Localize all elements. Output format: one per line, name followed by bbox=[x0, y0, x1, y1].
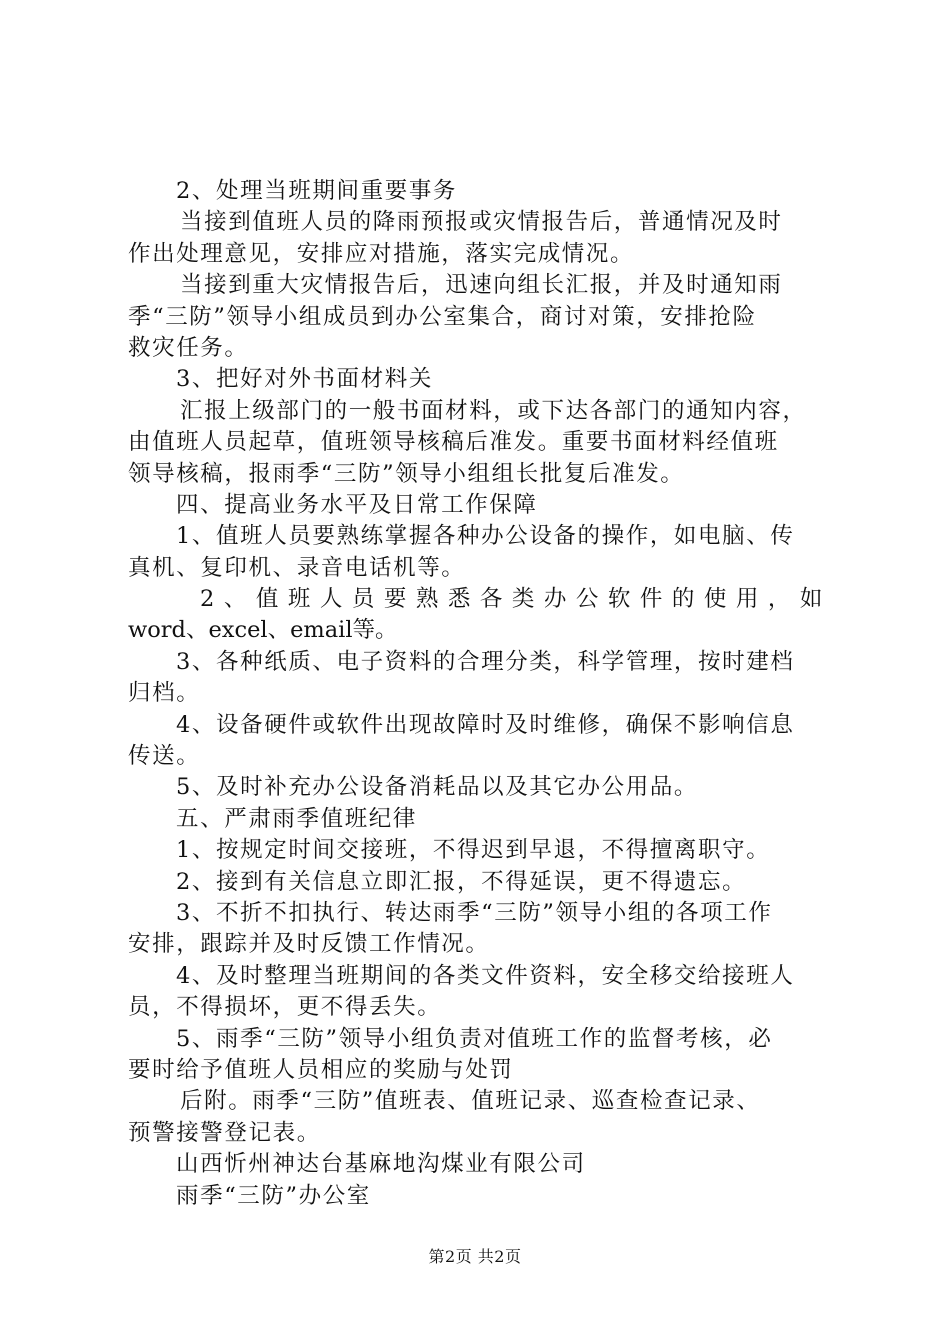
section-heading: 3、把好对外书面材料关 bbox=[176, 366, 433, 393]
paragraph-line: 后附。雨季“三防”值班表、值班记录、巡查检查记录、 bbox=[180, 1088, 761, 1115]
section-heading: 2、处理当班期间重要事务 bbox=[176, 178, 458, 204]
paragraph-line: 5、雨季“三防”领导小组负责对值班工作的监督考核，必 bbox=[176, 1025, 773, 1052]
paragraph-line: 汇报上级部门的一般书面材料，或下达各部门的通知内容， bbox=[180, 397, 807, 424]
paragraph-line: 预警接警登记表。 bbox=[128, 1119, 321, 1146]
paragraph-line: word、excel、email等。 bbox=[128, 617, 398, 644]
paragraph-line: 真机、复印机、录音电话机等。 bbox=[128, 554, 466, 581]
paragraph-line: 救灾任务。 bbox=[128, 334, 249, 361]
paragraph-line: 当接到值班人员的降雨预报或灾情报告后，普通情况及时 bbox=[180, 209, 783, 236]
paragraph-line: 作出处理意见，安排应对措施，落实完成情况。 bbox=[128, 240, 635, 267]
paragraph-line: 归档。 bbox=[128, 680, 201, 707]
signature-office: 雨季“三防”办公室 bbox=[176, 1182, 371, 1209]
paragraph-line: 1、按规定时间交接班，不得迟到早退，不得擅离职守。 bbox=[176, 837, 771, 864]
paragraph-line: 要时给予值班人员相应的奖励与处罚 bbox=[128, 1056, 514, 1083]
paragraph-line: 当接到重大灾情报告后，迅速向组长汇报，并及时通知雨 bbox=[180, 272, 783, 299]
paragraph-line: 1、值班人员要熟练掌握各种办公设备的操作，如电脑、传 bbox=[176, 523, 795, 550]
paragraph-line: 5、及时补充办公设备消耗品以及其它办公用品。 bbox=[176, 774, 699, 801]
paragraph-line: 3、各种纸质、电子资料的合理分类，科学管理，按时建档 bbox=[176, 648, 795, 675]
paragraph-line: 2、值班人员要熟悉各类办公软件的使用，如 bbox=[200, 586, 832, 613]
paragraph-line: 4、设备硬件或软件出现故障时及时维修，确保不影响信息 bbox=[176, 711, 795, 738]
paragraph-line: 传送。 bbox=[128, 743, 201, 770]
paragraph-line: 2、接到有关信息立即汇报，不得延误，更不得遗忘。 bbox=[176, 868, 747, 895]
paragraph-line: 由值班人员起草，值班领导核稿后准发。重要书面材料经值班 bbox=[128, 429, 779, 456]
section-heading: 四、提高业务水平及日常工作保障 bbox=[176, 491, 538, 518]
paragraph-line: 领导核稿，报雨季“三防”领导小组组长批复后准发。 bbox=[128, 460, 685, 487]
paragraph-line: 3、不折不扣执行、转达雨季“三防”领导小组的各项工作 bbox=[176, 899, 773, 926]
signature-company: 山西忻州神达台基麻地沟煤业有限公司 bbox=[176, 1151, 586, 1178]
paragraph-line: 员，不得损坏，更不得丢失。 bbox=[128, 994, 442, 1021]
page-footer: 第2页 共2页 bbox=[428, 1247, 522, 1266]
paragraph-line: 4、及时整理当班期间的各类文件资料，安全移交给接班人 bbox=[176, 962, 795, 989]
paragraph-line: 安排，跟踪并及时反馈工作情况。 bbox=[128, 931, 490, 958]
document-body bbox=[128, 176, 832, 1212]
paragraph-line: 季“三防”领导小组成员到办公室集合，商讨对策，安排抢险 bbox=[128, 303, 757, 330]
section-heading: 五、严肃雨季值班纪律 bbox=[176, 805, 418, 832]
